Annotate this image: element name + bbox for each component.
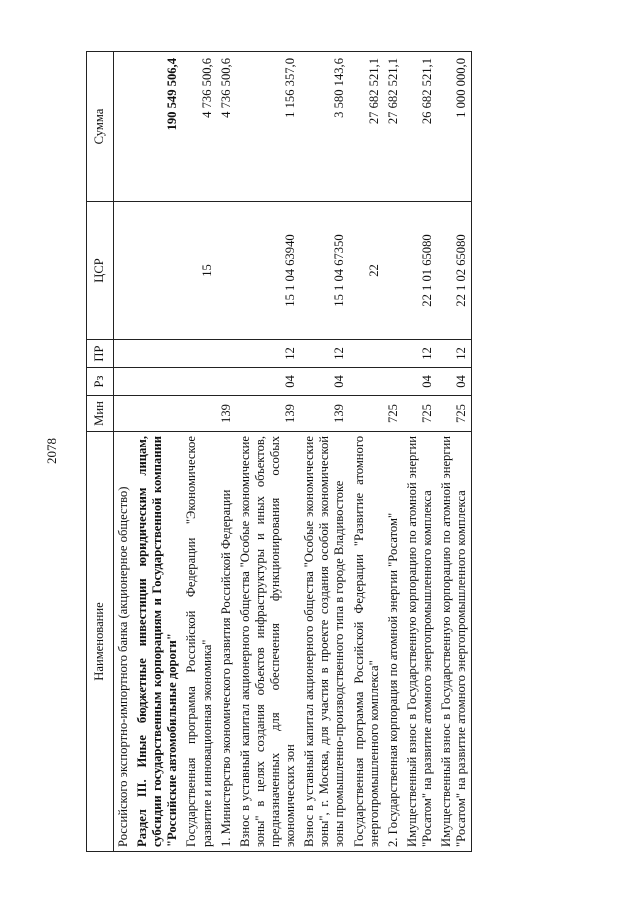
row-sum-cell: 1 156 357,0 — [236, 52, 300, 202]
table-row — [182, 52, 216, 852]
row-sum-cell: 4 736 500,6 — [217, 52, 236, 202]
header-row — [87, 52, 114, 852]
row-pr-cell — [114, 340, 134, 368]
row-name-cell: Государственная программа Российской Федерации "Развитие атомного энергопромышленного комплекса" — [350, 432, 384, 852]
row-name-cell: Имущественный взнос в Государственную корпорацию по атомной энергии "Росатом" на развитие атомного энергопромышленного комплекса — [403, 432, 437, 852]
table-row — [300, 52, 349, 852]
row-rz-cell: 04 — [437, 368, 472, 396]
row-pr-cell — [350, 340, 384, 368]
row-min-cell: 139 — [236, 396, 300, 432]
row-min-cell — [350, 396, 384, 432]
col-header-sum: Сумма — [87, 52, 114, 202]
table-row — [384, 52, 403, 852]
row-pr-cell — [133, 340, 182, 368]
table-row — [133, 52, 182, 852]
row-sum-cell: 3 580 143,6 — [300, 52, 349, 202]
row-pr-cell — [384, 340, 403, 368]
row-rz-cell: 04 — [403, 368, 437, 396]
row-pr-cell — [182, 340, 216, 368]
row-rz-cell — [384, 368, 403, 396]
row-csr-cell: 22 1 02 65080 — [437, 202, 472, 340]
table-row — [217, 52, 236, 852]
row-min-cell: 725 — [384, 396, 403, 432]
table-row — [114, 52, 134, 852]
rotated-page — [86, 0, 640, 847]
row-csr-cell: 15 1 04 67350 — [300, 202, 349, 340]
row-rz-cell — [217, 368, 236, 396]
page-number: 2078 — [44, 438, 59, 464]
row-name-cell: Имущественный взнос в Государственную корпорацию по атомной энергии "Росатом" на развитие атомного энергопромышленного комплекса — [437, 432, 472, 852]
row-csr-cell — [114, 202, 134, 340]
row-min-cell: 725 — [403, 396, 437, 432]
row-rz-cell: 04 — [236, 368, 300, 396]
row-name-cell: Российского экспортно-импортного банка (акционерное общество) — [114, 432, 134, 852]
row-min-cell: 139 — [300, 396, 349, 432]
row-rz-cell — [182, 368, 216, 396]
row-min-cell — [182, 396, 216, 432]
col-header-pr: ПР — [87, 340, 114, 368]
row-name-cell: Государственная программа Российской Федерации "Экономическое развитие и инновационная экономика" — [182, 432, 216, 852]
row-csr-cell — [384, 202, 403, 340]
table-wrapper — [86, 52, 606, 852]
row-sum-cell: 190 549 506,4 — [133, 52, 182, 202]
table-row — [437, 52, 472, 852]
row-sum-cell: 27 682 521,1 — [384, 52, 403, 202]
row-csr-cell — [133, 202, 182, 340]
row-csr-cell: 22 — [350, 202, 384, 340]
row-csr-cell: 15 1 04 63940 — [236, 202, 300, 340]
row-rz-cell: 04 — [300, 368, 349, 396]
row-sum-cell: 1 000 000,0 — [437, 52, 472, 202]
row-rz-cell — [114, 368, 134, 396]
row-min-cell: 725 — [437, 396, 472, 432]
row-csr-cell: 22 1 01 65080 — [403, 202, 437, 340]
col-header-rz: Рз — [87, 368, 114, 396]
table-row — [350, 52, 384, 852]
row-min-cell — [133, 396, 182, 432]
row-sum-cell: 26 682 521,1 — [403, 52, 437, 202]
table-row — [236, 52, 300, 852]
row-pr-cell — [217, 340, 236, 368]
row-name-cell: Взнос в уставный капитал акционерного общества "Особые экономические зоны" в целях создания объектов инфраструктуры и иных объектов, предназначенных для обеспечения функционирования особых экономических зон — [236, 432, 300, 852]
row-csr-cell — [217, 202, 236, 340]
row-pr-cell: 12 — [437, 340, 472, 368]
row-name-cell: 1. Министерство экономического развития Российской Федерации — [217, 432, 236, 852]
row-name-cell: Раздел III. Иные бюджетные инвестиции юридическим лицам, субсидии государственным корпорациям и Государственной компании "Российские автомобильные дороги" — [133, 432, 182, 852]
row-sum-cell: 4 736 500,6 — [182, 52, 216, 202]
col-header-min: Мин — [87, 396, 114, 432]
table-body — [114, 52, 472, 852]
row-min-cell — [114, 396, 134, 432]
row-name-cell: Взнос в уставный капитал акционерного общества "Особые экономические зоны", г. Москва, для участия в проекте создания особой экономической зоны промышленно-производственного типа в городе Владивостоке — [300, 432, 349, 852]
col-header-name: Наименование — [87, 432, 114, 852]
row-sum-cell — [114, 52, 134, 202]
row-pr-cell: 12 — [403, 340, 437, 368]
row-rz-cell — [350, 368, 384, 396]
row-csr-cell: 15 — [182, 202, 216, 340]
row-rz-cell — [133, 368, 182, 396]
row-sum-cell: 27 682 521,1 — [350, 52, 384, 202]
row-pr-cell: 12 — [236, 340, 300, 368]
budget-table — [86, 51, 472, 852]
row-name-cell: 2. Государственная корпорация по атомной энергии "Росатом" — [384, 432, 403, 852]
row-min-cell: 139 — [217, 396, 236, 432]
col-header-csr: ЦСР — [87, 202, 114, 340]
row-pr-cell: 12 — [300, 340, 349, 368]
table-row — [403, 52, 437, 852]
